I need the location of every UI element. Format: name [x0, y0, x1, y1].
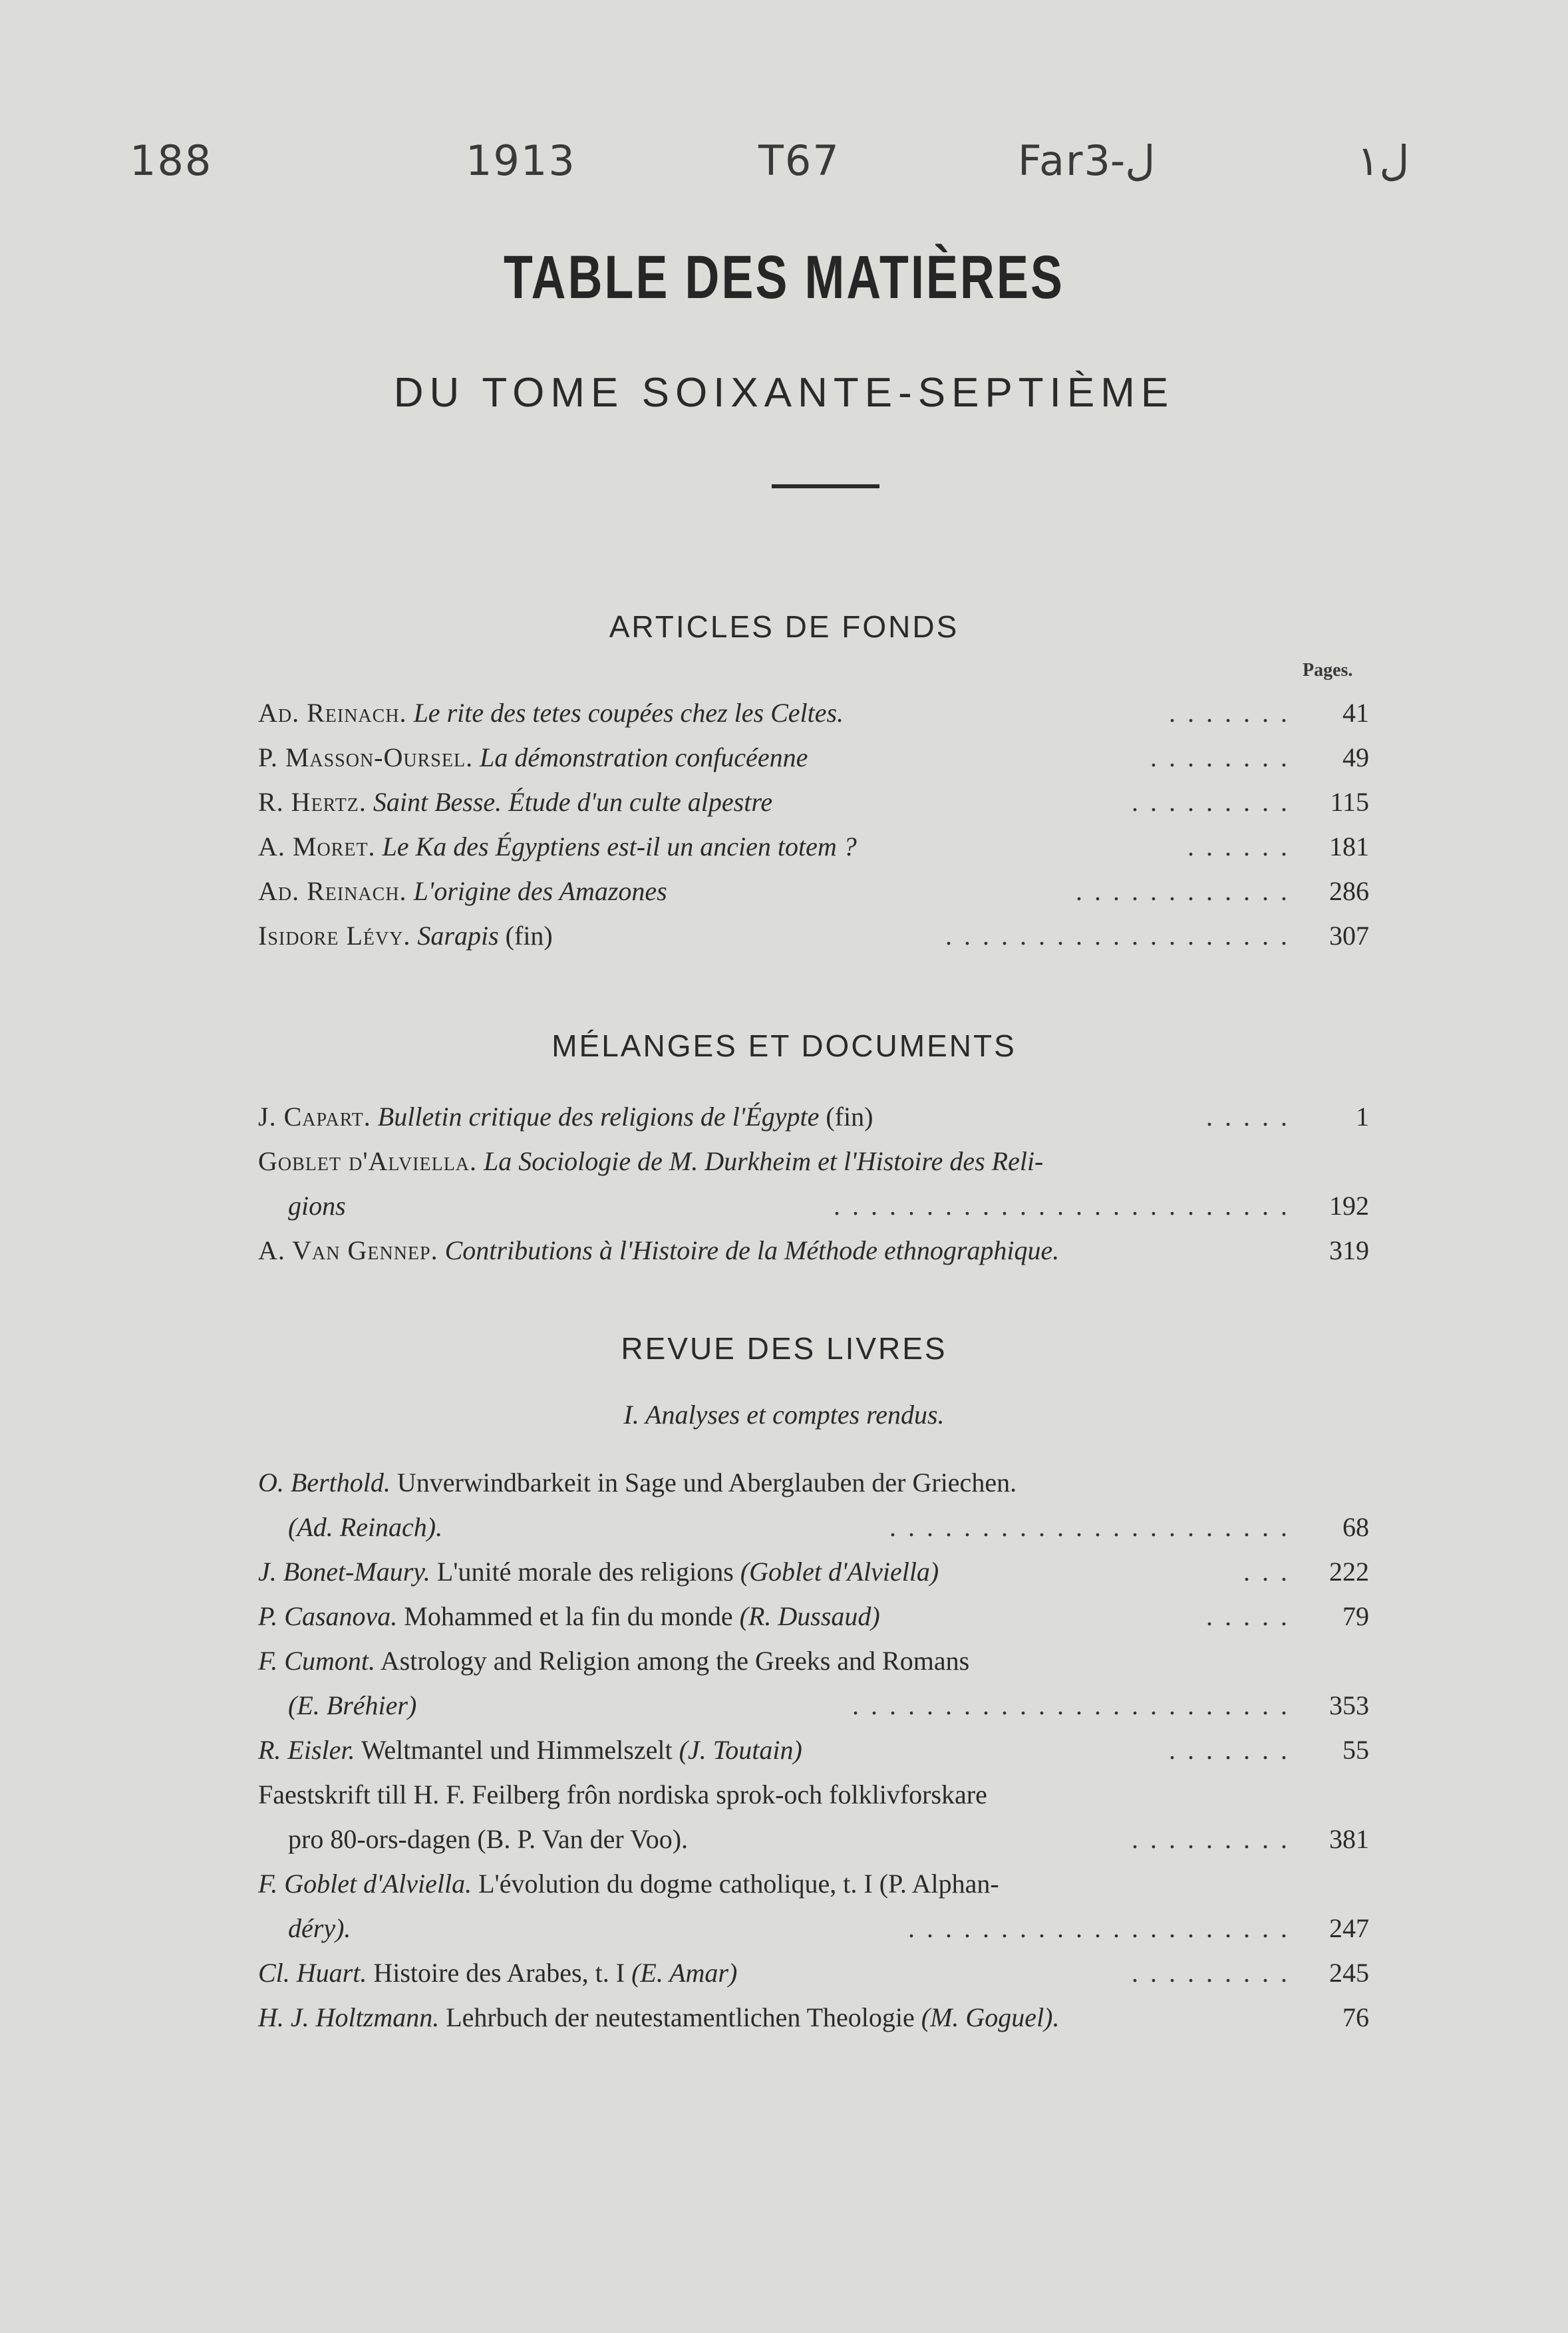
- entry-author: F. Cumont.: [258, 1646, 375, 1676]
- entry-page: 41: [1342, 698, 1369, 728]
- entry-reviewer: (M. Goguel).: [921, 2002, 1060, 2032]
- entry-title: Le rite des tetes coupées chez les Celtes.: [413, 698, 844, 728]
- entry-page: 381: [1329, 1824, 1369, 1854]
- handwritten-note-1: 188: [130, 136, 213, 185]
- entry-author: R. Hertz.: [258, 787, 367, 817]
- entry-page: 192: [1329, 1191, 1369, 1221]
- entry-author: R. Eisler.: [258, 1735, 355, 1765]
- entry-author: Ad. Reinach.: [258, 876, 407, 906]
- toc-entry: [258, 1139, 1369, 1228]
- leader-dots: ...: [1243, 1557, 1299, 1587]
- entry-title: La Sociologie de M. Durkheim et l'Histoire des Reli-: [484, 1146, 1044, 1176]
- section-heading-articles: ARTICLES DE FONDS: [609, 609, 959, 644]
- entry-title: Astrology and Religion among the Greeks and Romans: [375, 1646, 970, 1676]
- entry-title: L'unité morale des religions: [430, 1557, 740, 1587]
- entry-title-continued: gions: [288, 1191, 346, 1221]
- entry-suffix: (fin): [498, 921, 553, 951]
- entry-author: Isidore Lévy.: [258, 921, 411, 951]
- subsection-heading: [0, 1399, 1568, 1430]
- entry-reviewer: (E. Amar): [631, 1958, 738, 1988]
- entry-page: 353: [1329, 1690, 1369, 1720]
- toc-entry: [258, 780, 1369, 824]
- entry-title: Lehrbuch der neutestamentlichen Theologie: [439, 2002, 921, 2032]
- leader-dots: .........................: [834, 1191, 1299, 1221]
- entry-reviewer: (E. Bréhier): [288, 1690, 417, 1720]
- entry-title-continued: pro 80-ors-dagen (B. P. Van der Voo).: [288, 1824, 689, 1854]
- toc-entry: [258, 1995, 1369, 2040]
- entry-page: 286: [1329, 876, 1369, 906]
- handwritten-note-3: T67: [758, 136, 840, 185]
- entry-author: Ad. Reinach.: [258, 698, 407, 728]
- entry-title: Contributions à l'Histoire de la Méthode ethnographique.: [444, 1235, 1060, 1265]
- entry-page: 79: [1342, 1601, 1369, 1631]
- leader-dots: .....: [1206, 1601, 1299, 1631]
- entry-author: A. Van Gennep.: [258, 1235, 438, 1265]
- entry-author: P. Casanova.: [258, 1601, 398, 1631]
- toc-entry: [258, 735, 1369, 780]
- toc-entry: [258, 869, 1369, 913]
- leader-dots: ......................: [889, 1512, 1299, 1542]
- entry-title: Faestskrift till H. F. Feilberg frôn nordiska sprok-och folklivforskare: [258, 1780, 987, 1809]
- entry-title: Bulletin critique des religions de l'Égypte: [377, 1102, 820, 1132]
- entry-author: O. Berthold.: [258, 1468, 391, 1497]
- title-rule: [772, 484, 879, 488]
- entry-reviewer: (J. Toutain): [679, 1735, 802, 1765]
- handwritten-note-4: Farل-3: [1018, 136, 1156, 185]
- entry-author: J. Capart.: [258, 1102, 371, 1132]
- entry-page: 245: [1329, 1958, 1369, 1988]
- entry-page: 68: [1342, 1512, 1369, 1542]
- entry-title: La démonstration confucéenne: [480, 742, 808, 772]
- entry-title: L'origine des Amazones: [413, 876, 667, 906]
- pages-column-label: Pages.: [1303, 660, 1353, 681]
- entry-author: P. Masson-Oursel.: [258, 742, 474, 772]
- leader-dots: .........: [1132, 1958, 1299, 1988]
- entry-title: Histoire des Arabes, t. I: [367, 1958, 632, 1988]
- entry-title: Le Ka des Égyptiens est-il un ancien totem ?: [382, 832, 857, 861]
- subsection-heading-text: I. Analyses et comptes rendus.: [623, 1400, 945, 1430]
- leader-dots: .......: [1169, 1735, 1299, 1765]
- handwritten-note-2: 1913: [466, 136, 576, 185]
- entry-reviewer: (Ad. Reinach).: [288, 1512, 443, 1542]
- entry-page: 1: [1356, 1102, 1369, 1132]
- section-heading-melanges: MÉLANGES ET DOCUMENTS: [551, 1028, 1017, 1063]
- toc-entry: [258, 824, 1369, 869]
- section-heading-revue: REVUE DES LIVRES: [621, 1331, 947, 1366]
- toc-entry: [258, 1772, 1369, 1861]
- leader-dots: ...................: [945, 921, 1299, 951]
- toc-entry: [258, 1094, 1369, 1139]
- entry-page: 115: [1330, 787, 1369, 817]
- entry-title: Weltmantel und Himmelszelt: [355, 1735, 679, 1765]
- entry-title: Unverwindbarkeit in Sage und Aberglauben der Griechen.: [390, 1468, 1017, 1497]
- leader-dots: ............: [1076, 876, 1299, 906]
- toc-entry: [258, 1549, 1369, 1594]
- handwritten-note-5: ل١: [1357, 136, 1410, 185]
- entry-title: Saint Besse. Étude d'un culte alpestre: [373, 787, 773, 817]
- leader-dots: .........: [1132, 1824, 1299, 1854]
- toc-entry: [258, 1594, 1369, 1638]
- entry-reviewer: (R. Dussaud): [739, 1601, 880, 1631]
- leader-dots: ........: [1150, 742, 1299, 772]
- entry-author: F. Goblet d'Alviella.: [258, 1869, 472, 1899]
- leader-dots: ........................: [852, 1690, 1299, 1720]
- toc-entry: [258, 1228, 1369, 1273]
- entry-page: 222: [1329, 1557, 1369, 1587]
- entry-title: Mohammed et la fin du monde: [397, 1601, 740, 1631]
- page-subtitle: DU TOME SOIXANTE-SEPTIÈME: [393, 370, 1175, 416]
- toc-entry: [258, 1728, 1369, 1772]
- entry-author: J. Bonet-Maury.: [258, 1557, 430, 1587]
- leader-dots: .......: [1169, 698, 1299, 728]
- entry-title: L'évolution du dogme catholique, t. I (P. Alphan-: [472, 1869, 999, 1899]
- toc-entry: [258, 1460, 1369, 1549]
- toc-entry: [258, 1861, 1369, 1950]
- entry-author: A. Moret.: [258, 832, 376, 861]
- leader-dots: ......: [1187, 832, 1299, 861]
- entry-author: Cl. Huart.: [258, 1958, 367, 1988]
- leader-dots: .....: [1206, 1102, 1299, 1132]
- entry-suffix: (fin): [819, 1102, 873, 1132]
- entry-author: H. J. Holtzmann.: [258, 2002, 440, 2032]
- entry-page: 307: [1329, 921, 1369, 951]
- entry-page: 76: [1342, 2002, 1369, 2032]
- entry-reviewer: (Goblet d'Alviella): [740, 1557, 939, 1587]
- entry-page: 319: [1329, 1235, 1369, 1265]
- entry-author: Goblet d'Alviella.: [258, 1146, 478, 1176]
- toc-entry: [258, 1638, 1369, 1728]
- entry-title: Sarapis: [417, 921, 499, 951]
- toc-entry: [258, 691, 1369, 735]
- entry-page: 55: [1342, 1735, 1369, 1765]
- entry-page: 181: [1329, 832, 1369, 861]
- entry-page: 49: [1342, 742, 1369, 772]
- entry-page: 247: [1329, 1913, 1369, 1943]
- toc-entry: [258, 913, 1369, 958]
- entry-reviewer: déry).: [288, 1913, 351, 1943]
- leader-dots: .....................: [908, 1913, 1299, 1943]
- page-title: TABLE DES MATIÈRES: [504, 243, 1064, 311]
- toc-entry: [258, 1950, 1369, 1995]
- leader-dots: .........: [1132, 787, 1299, 817]
